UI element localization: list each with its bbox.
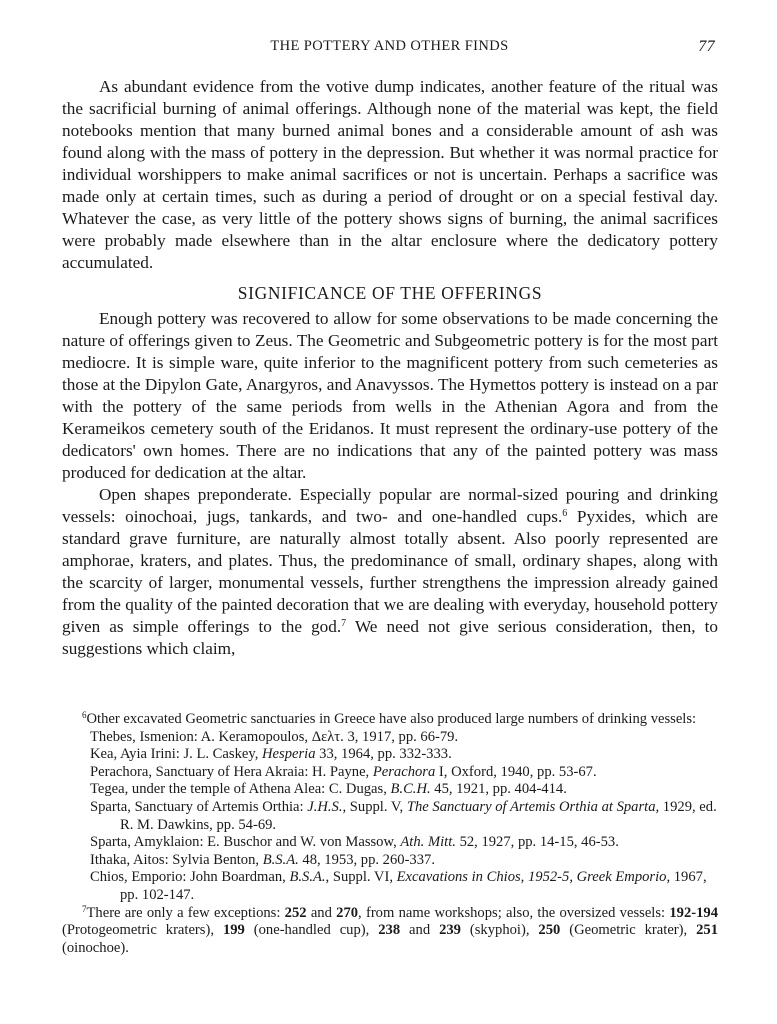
reference-title: Ath. Mitt.	[400, 834, 456, 851]
footnote-6	[62, 711, 718, 729]
reference-text: Suppl. VI,	[329, 869, 397, 886]
reference-text: Tegea, under the temple of Athena Alea: C. Dugas,	[90, 781, 391, 798]
reference-item	[62, 852, 718, 870]
footnote-text: and	[400, 922, 440, 939]
reference-item	[62, 764, 718, 782]
main-text	[62, 76, 718, 660]
reference-text: Chios, Emporio: John Boardman,	[90, 869, 290, 886]
footnote-ref-7[interactable]: 7	[341, 618, 347, 629]
reference-text: Sparta, Sanctuary of Artemis Orthia:	[90, 798, 308, 815]
reference-text: Ithaka, Aitos: Sylvia Benton,	[90, 851, 263, 868]
reference-text: Thebes, Ismenion: A. Keramopoulos, Δελτ. 3, 1917, pp. 66-79.	[90, 728, 459, 745]
footnote-text: and	[306, 904, 337, 921]
running-header	[62, 38, 717, 60]
footnote-text: (Geometric krater),	[560, 922, 697, 939]
reference-item	[62, 799, 718, 834]
footnote-marker-7: 7	[82, 903, 87, 914]
paragraph-shapes-text-3: We need not give serious consideration, then, to suggestions which claim,	[62, 617, 718, 658]
reference-title: B.S.A.,	[289, 869, 330, 886]
reference-text: I, Oxford, 1940, pp. 53-67.	[435, 763, 597, 780]
reference-text: 52, 1927, pp. 14-15, 46-53.	[455, 834, 619, 851]
footnote-text: (skyphoi),	[460, 922, 539, 939]
reference-title: Excavations in Chios, 1952-5, Greek Emporio,	[396, 869, 671, 886]
catalogue-number: 192-194	[669, 904, 718, 921]
catalogue-number: 252	[284, 904, 307, 921]
reference-text: Sparta, Amyklaion: E. Buschor and W. von Massow,	[90, 834, 401, 851]
reference-item	[62, 834, 718, 852]
reference-text: Kea, Ayia Irini: J. L. Caskey,	[90, 746, 262, 763]
reference-title: The Sanctuary of Artemis Orthia at Sparta,	[406, 798, 660, 815]
reference-title: B.C.H.	[390, 781, 431, 798]
page-number: 77	[698, 38, 715, 55]
footnote-ref-6[interactable]: 6	[562, 508, 568, 519]
reference-title: B.S.A.	[262, 851, 299, 868]
catalogue-number: 270	[336, 904, 359, 921]
reference-text: Suppl. V,	[346, 798, 407, 815]
footnote-text: There are only a few exceptions:	[86, 904, 285, 921]
section-heading: SIGNIFICANCE OF THE OFFERINGS	[237, 283, 543, 303]
footnote-7	[62, 905, 718, 958]
paragraph-shapes	[62, 484, 718, 660]
reference-text: 1967, pp. 102-147.	[120, 869, 707, 903]
reference-title: Hesperia	[262, 746, 316, 763]
catalogue-number: 250	[538, 922, 561, 939]
reference-text: 45, 1921, pp. 404-414.	[430, 781, 567, 798]
catalogue-number: 251	[696, 922, 719, 939]
paragraph-offerings: Enough pottery was recovered to allow for some observations to be made concerning the nature of offerings given to Zeus. The Geometric and Subgeometric pottery is for the most part mediocre. It is simple ware, quite inferior to the magnificent pottery from such cemeteries as those at the Dipylon Gate, Anargyros, and Anavyssos. The Hymettos pottery is instead on a par with the pottery of the same periods from wells in the Athenian Agora and from the Kerameikos cemetery south of the Eridanos. It must represent the ordinary-use pottery of the dedicators' own homes. There are no indications that any of the painted pottery was mass produced for dedication at the altar.	[62, 309, 718, 482]
footnote-text: , from name workshops; also, the oversized vessels:	[358, 904, 670, 921]
footnote-text: (oinochoe).	[62, 939, 129, 956]
footnote-6-intro: Other excavated Geometric sanctuaries in Greece have also produced large numbers of drinking vessels:	[86, 711, 697, 727]
footnote-marker-6: 6	[82, 710, 87, 720]
catalogue-number: 239	[439, 922, 461, 939]
footnote-text: (one-handled cup),	[244, 922, 379, 939]
footnote-text: (Protogeometric kraters),	[62, 922, 223, 939]
reference-text: 1929, ed. R. M. Dawkins, pp. 54-69.	[120, 798, 717, 833]
reference-text: 48, 1953, pp. 260-337.	[298, 851, 435, 868]
paragraph-ritual: As abundant evidence from the votive dump indicates, another feature of the ritual was the sacrificial burning of animal offerings. Although none of the material was kept, the field notebooks mention that many burned animal bones and a considerable amount of ash was found along with the mass of pottery in the depression. But whether it was normal practice for individual worshippers to make animal sacrifices or not is uncertain. Perhaps a sacrifice was made only at certain times, such as during a period of drought or on a special festival day. Whatever the case, as very little of the pottery shows signs of burning, the animal sacrifices were probably made elsewhere than in the altar enclosure where the dedicatory pottery accumulated.	[62, 77, 718, 272]
paragraph-shapes-text-2: Pyxides, which are standard grave furniture, are naturally almost totally absent. Also poorly represented are amphorae, kraters, and plates. Thus, the predominance of small, ordinary shapes, along with the scarcity of larger, monumental vessels, further strengthens the impression already gained from the quality of the painted decoration that we are dealing with everyday, household pottery given as simple offerings to the god.	[62, 507, 718, 636]
reference-text: 33, 1964, pp. 332-333.	[315, 746, 452, 763]
reference-item	[62, 869, 718, 904]
reference-item	[62, 781, 718, 799]
catalogue-number: 199	[222, 922, 245, 939]
paragraph-shapes-text-1: Open shapes preponderate. Especially popular are normal-sized pouring and drinking vessels: oinochoai, jugs, tankards, and two- and one-handled cups.	[62, 485, 718, 526]
reference-item	[62, 746, 718, 764]
footnotes	[62, 711, 718, 957]
running-title: THE POTTERY AND OTHER FINDS	[270, 38, 509, 54]
reference-text: Perachora, Sanctuary of Hera Akraia: H. Payne,	[90, 763, 373, 780]
catalogue-number: 238	[378, 922, 401, 939]
reference-item	[62, 729, 718, 747]
reference-title: J.H.S.,	[307, 798, 347, 815]
reference-title: Perachora	[372, 763, 436, 780]
